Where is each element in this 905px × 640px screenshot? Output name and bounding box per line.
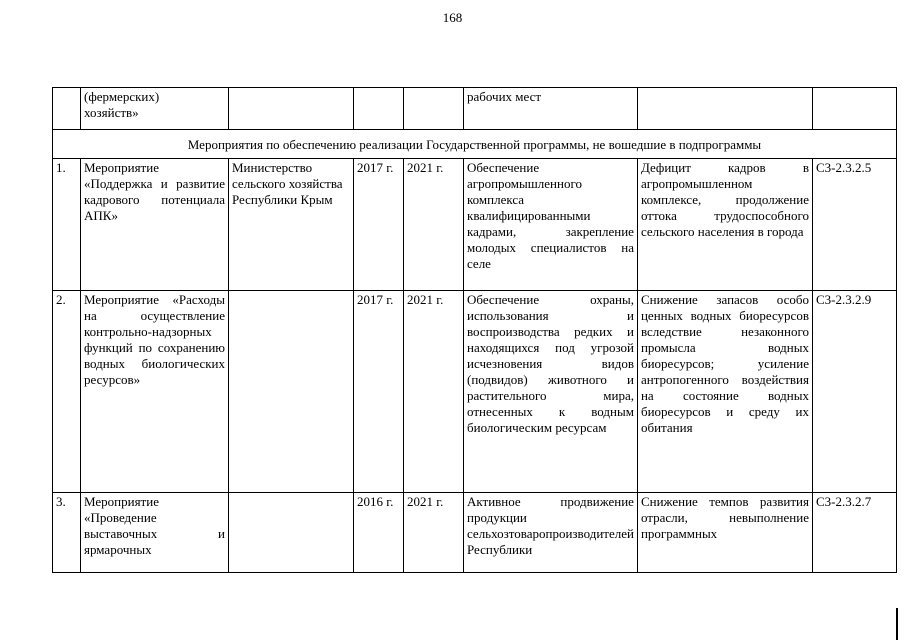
cell-indicator-code: С3-2.3.2.7 (812, 493, 896, 573)
cell-consequences (637, 88, 812, 130)
cell-num: 2. (53, 291, 81, 493)
cell-executor: Министерство сельского хозяйства Республики Крым (229, 159, 354, 291)
page-number: 168 (442, 10, 463, 25)
cell-end-year: 2021 г. (404, 493, 464, 573)
cell-measure-name: Мероприятие «Расходы на осуществление контрольно-надзорных функций по сохранению водных биологических ресурсов» (81, 291, 229, 493)
cell-start-year: 2016 г. (354, 493, 404, 573)
cell-start-year: 2017 г. (354, 291, 404, 493)
cell-num: 1. (53, 159, 81, 291)
cell-end-year: 2021 г. (404, 159, 464, 291)
cell-measure-name: (фермерских) хозяйств» (81, 88, 229, 130)
cell-executor (229, 291, 354, 493)
table-row (53, 493, 897, 573)
cell-indicator-code: С3-2.3.2.5 (812, 159, 896, 291)
cell-expected-result: Активное продвижение продукции сельхозтоваропроизводителей Республики (464, 493, 638, 573)
section-heading: Мероприятия по обеспечению реализации Государственной программы, не вошедшие в подпрограммы (53, 130, 897, 159)
cell-expected-result: рабочих мест (464, 88, 638, 130)
section-heading-row (53, 130, 897, 159)
cell-consequences: Дефицит кадров в агропромышленном комплексе, продолжение оттока трудоспособного сельского населения в города (637, 159, 812, 291)
cell-indicator-code (812, 88, 896, 130)
cell-measure-name: Мероприятие «Проведение выставочных и ярмарочных (81, 493, 229, 573)
table-row (53, 159, 897, 291)
cell-consequences: Снижение запасов особо ценных водных биоресурсов вследствие незаконного промысла водных биоресурсов; усиление антропогенного воздействия на состояние водных биоресурсов и среду их обитания (637, 291, 812, 493)
cell-executor (229, 493, 354, 573)
cell-consequences: Снижение темпов развития отрасли, невыполнение программных (637, 493, 812, 573)
table-row (53, 291, 897, 493)
scan-edge-line (896, 608, 898, 640)
cell-expected-result: Обеспечение агропромышленного комплекса квалифицированными кадрами, закрепление молодых специалистов на селе (464, 159, 638, 291)
cell-expected-result: Обеспечение охраны, использования и воспроизводства редких и находящихся под угрозой исчезновения видов (подвидов) животного и растительного мира, отнесенных к водным биологическим ресурсам (464, 291, 638, 493)
cell-end-year: 2021 г. (404, 291, 464, 493)
cell-start-year: 2017 г. (354, 159, 404, 291)
cell-indicator-code: С3-2.3.2.9 (812, 291, 896, 493)
cell-executor (229, 88, 354, 130)
cell-num (53, 88, 81, 130)
table-row-continuation (53, 88, 897, 130)
cell-num: 3. (53, 493, 81, 573)
program-measures-table (52, 87, 897, 573)
cell-start-year (354, 88, 404, 130)
cell-measure-name: Мероприятие «Поддержка и развитие кадрового потенциала АПК» (81, 159, 229, 291)
cell-end-year (404, 88, 464, 130)
